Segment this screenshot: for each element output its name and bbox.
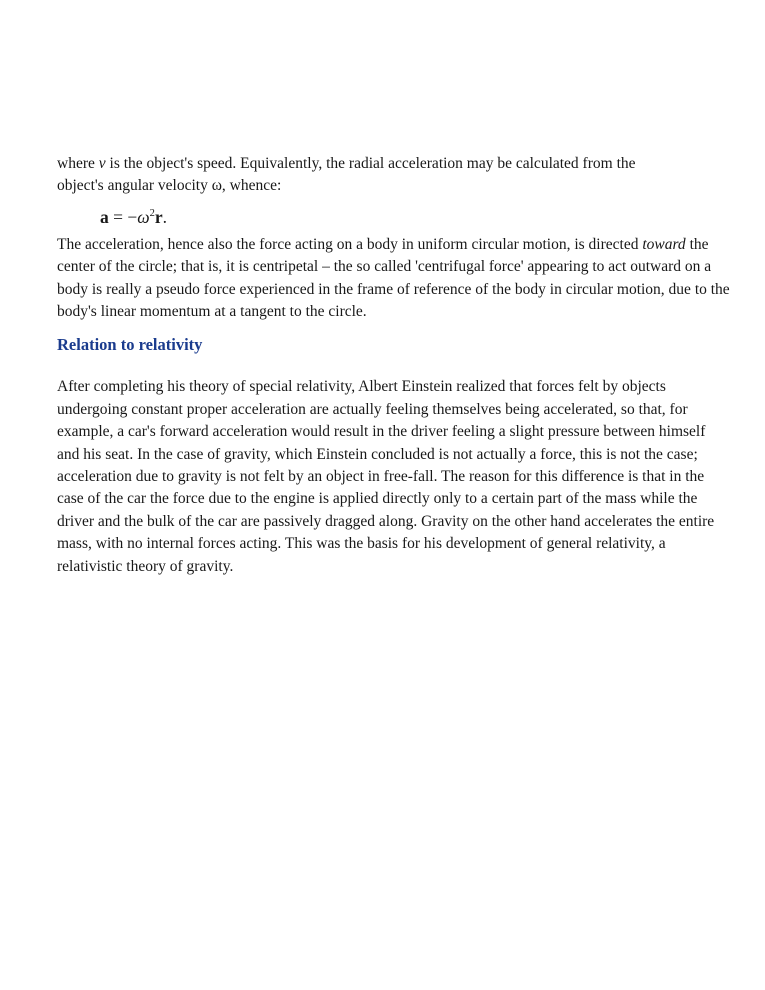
text-run: object's angular velocity ω, whence:	[57, 177, 282, 195]
text-line	[57, 256, 722, 278]
text-line	[100, 198, 722, 233]
text-run: is the object's speed. Equivalently, the radial acceleration may be calculated from the	[105, 155, 636, 172]
text-run: v	[98, 155, 106, 172]
text-run: .	[162, 206, 168, 227]
text-run: undergoing constant proper acceleration are actually feeling themselves being accelerated, so that, for	[57, 400, 688, 418]
text-line	[57, 488, 722, 510]
text-run: body is really a pseudo force experienced in the frame of reference of the body in circular motion, due to the	[57, 280, 730, 298]
text-run: driver and the bulk of the car are passively dragged along. Gravity on the other hand accelerates the entire	[57, 512, 715, 530]
text-run: acceleration due to gravity is not felt by an object in free-fall. The reason for this difference is that in the	[57, 468, 705, 486]
text-run: body's linear momentum at a tangent to the circle.	[57, 303, 367, 321]
paragraph-relativity	[57, 376, 722, 578]
paragraph-centripetal-force	[57, 234, 730, 324]
text-line	[57, 556, 722, 578]
text-run: case of the car the force due to the engine is applied directly only to a certain part of the mass while the	[57, 490, 698, 508]
text-run: where	[57, 155, 99, 172]
text-line	[57, 376, 722, 398]
text-run: 2	[149, 207, 155, 219]
text-run: ω	[137, 206, 150, 227]
text-line	[57, 234, 722, 256]
text-run: a	[100, 206, 109, 227]
article-content	[57, 153, 730, 578]
text-line	[57, 533, 722, 555]
text-run: mass, with no internal forces acting. This was the basis for his development of general relativity, a	[57, 535, 666, 553]
text-line	[57, 511, 722, 533]
formula-centripetal-acceleration	[57, 198, 722, 230]
text-run: r	[154, 206, 163, 227]
text-run: example, a car's forward acceleration would result in the driver feeling a slight pressure between himself	[57, 423, 706, 441]
text-run: and his seat. In the case of gravity, which Einstein concluded is not actually a force, this is not the case;	[57, 445, 698, 463]
text-line	[57, 175, 722, 197]
text-line	[57, 279, 730, 301]
text-line	[57, 399, 722, 421]
text-line	[57, 421, 722, 443]
text-run: relativistic theory of gravity.	[57, 557, 234, 575]
paragraph-angular-velocity	[57, 153, 722, 198]
text-run: the	[685, 235, 709, 253]
text-line	[57, 301, 722, 323]
text-run: = −	[108, 206, 138, 227]
text-line	[57, 444, 722, 466]
text-run: center of the circle; that is, it is centripetal – the so called 'centrifugal force' appearing to act outward on a	[57, 258, 712, 276]
text-line	[57, 466, 722, 488]
section-heading-relation-to-relativity: Relation to relativity	[57, 335, 203, 355]
text-run: toward	[642, 235, 686, 253]
text-run: The acceleration, hence also the force acting on a body in uniform circular motion, is directed	[57, 235, 643, 253]
text-run: After completing his theory of special relativity, Albert Einstein realized that forces felt by objects	[57, 378, 666, 396]
text-line	[57, 153, 722, 175]
